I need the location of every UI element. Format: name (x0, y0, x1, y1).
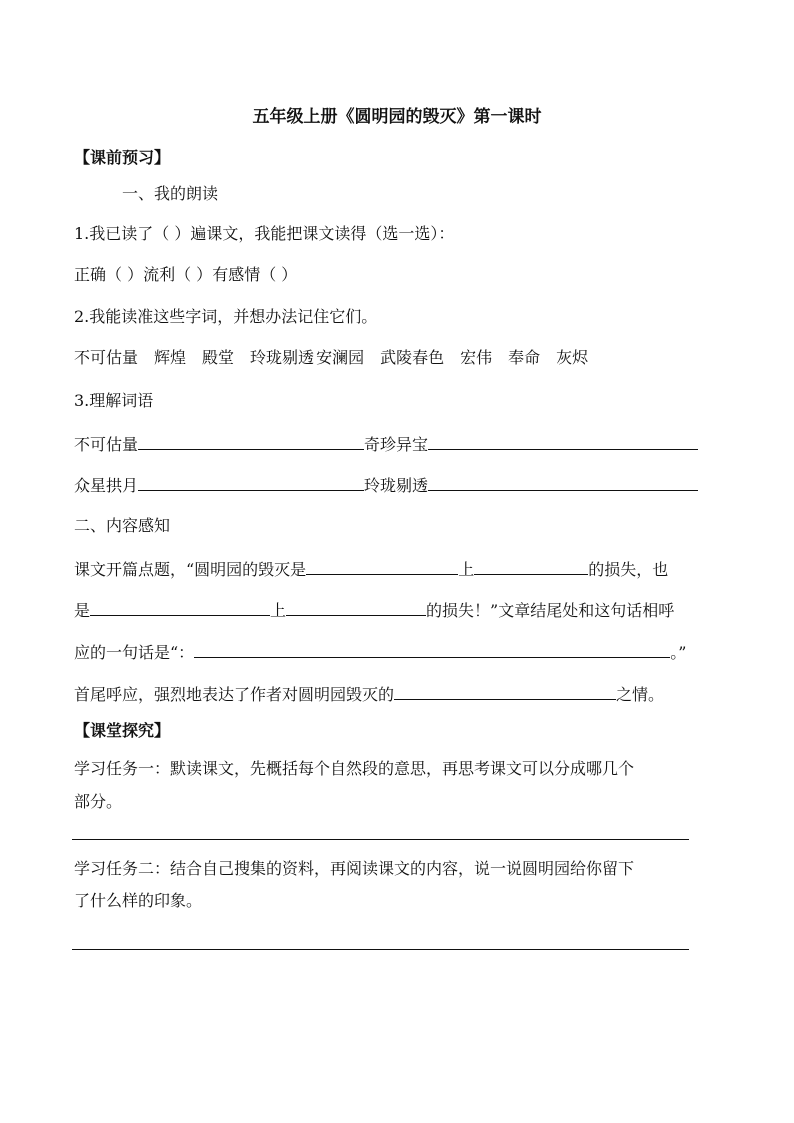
text-segment: 是 (74, 601, 91, 620)
vocab-word: 殿堂 (202, 348, 235, 367)
vocab-word: 武陵春色 (380, 348, 445, 367)
text-segment: 上 (458, 560, 475, 579)
question-2: 2.我能读准这些字词，并想办法记住它们。 (74, 307, 378, 326)
answer-blank[interactable] (90, 597, 270, 616)
text-segment: 首尾呼应，强烈地表达了作者对圆明园毁灭的 (74, 685, 395, 704)
text-segment: 。” (670, 643, 687, 662)
content-line-3 (74, 639, 686, 665)
term-row-2 (74, 472, 698, 498)
vocab-word: 安澜园 (316, 348, 365, 367)
answer-blank[interactable] (394, 681, 616, 700)
content-line-4 (74, 681, 664, 707)
content-heading: 二、内容感知 (74, 516, 171, 535)
vocab-word: 不可估量 (74, 348, 139, 367)
answer-blank[interactable] (194, 639, 670, 658)
task-1-line-2: 部分。 (74, 792, 123, 811)
text-segment: 应的一句话是“： (74, 643, 195, 662)
term-label: 玲珑剔透 (364, 476, 429, 495)
term-label: 众星拱月 (74, 476, 139, 495)
answer-blank[interactable] (428, 431, 698, 450)
content-line-1 (74, 556, 668, 582)
task-2-line-2: 了什么样的印象。 (74, 891, 203, 910)
task-2-line-1: 学习任务二：结合自己搜集的资料，再阅读课文的内容，说一说圆明园给你留下 (74, 859, 635, 878)
text-segment: 之情。 (616, 685, 665, 704)
section-explore-heading: 【课堂探究】 (74, 721, 171, 740)
text-segment: 上 (270, 601, 287, 620)
term-row-1 (74, 431, 698, 457)
text-segment: 的损失！”文章结尾处和这句话相呼 (426, 601, 675, 620)
answer-blank[interactable] (474, 556, 588, 575)
vocab-word: 灰烬 (556, 348, 589, 367)
term-label: 不可估量 (74, 435, 139, 454)
reading-options (74, 263, 297, 287)
vocab-word: 宏伟 (460, 348, 493, 367)
option-emotion: 有感情（ ） (212, 265, 298, 284)
text-segment: 的损失，也 (588, 560, 669, 579)
reading-heading: 一、我的朗读 (122, 184, 219, 203)
option-correct: 正确（ ） (74, 265, 144, 284)
text-segment: 课文开篇点题，“圆明园的毁灭是 (74, 560, 307, 579)
vocab-word: 奉命 (508, 348, 541, 367)
content-line-2 (74, 597, 674, 623)
vocab-word: 辉煌 (154, 348, 187, 367)
answer-blank[interactable] (306, 556, 458, 575)
answer-blank[interactable] (286, 597, 426, 616)
task-2-answer-line[interactable] (72, 949, 689, 950)
term-label: 奇珍异宝 (364, 435, 429, 454)
task-1-line-1: 学习任务一：默读课文，先概括每个自然段的意思，再思考课文可以分成哪几个 (74, 759, 635, 778)
question-3: 3.理解词语 (74, 391, 154, 410)
section-preview-heading: 【课前预习】 (74, 148, 171, 167)
answer-blank[interactable] (138, 431, 364, 450)
question-1: 1.我已读了（ ）遍课文，我能把课文读得（选一选）： (74, 224, 455, 243)
vocab-word: 玲珑剔透 (250, 348, 315, 367)
task-1-answer-line[interactable] (72, 839, 689, 840)
answer-blank[interactable] (428, 472, 698, 491)
option-fluent: 流利（ ） (143, 265, 213, 284)
answer-blank[interactable] (138, 472, 364, 491)
vocab-list (74, 346, 588, 370)
page-title: 五年级上册《圆明园的毁灭》第一课时 (252, 107, 542, 127)
